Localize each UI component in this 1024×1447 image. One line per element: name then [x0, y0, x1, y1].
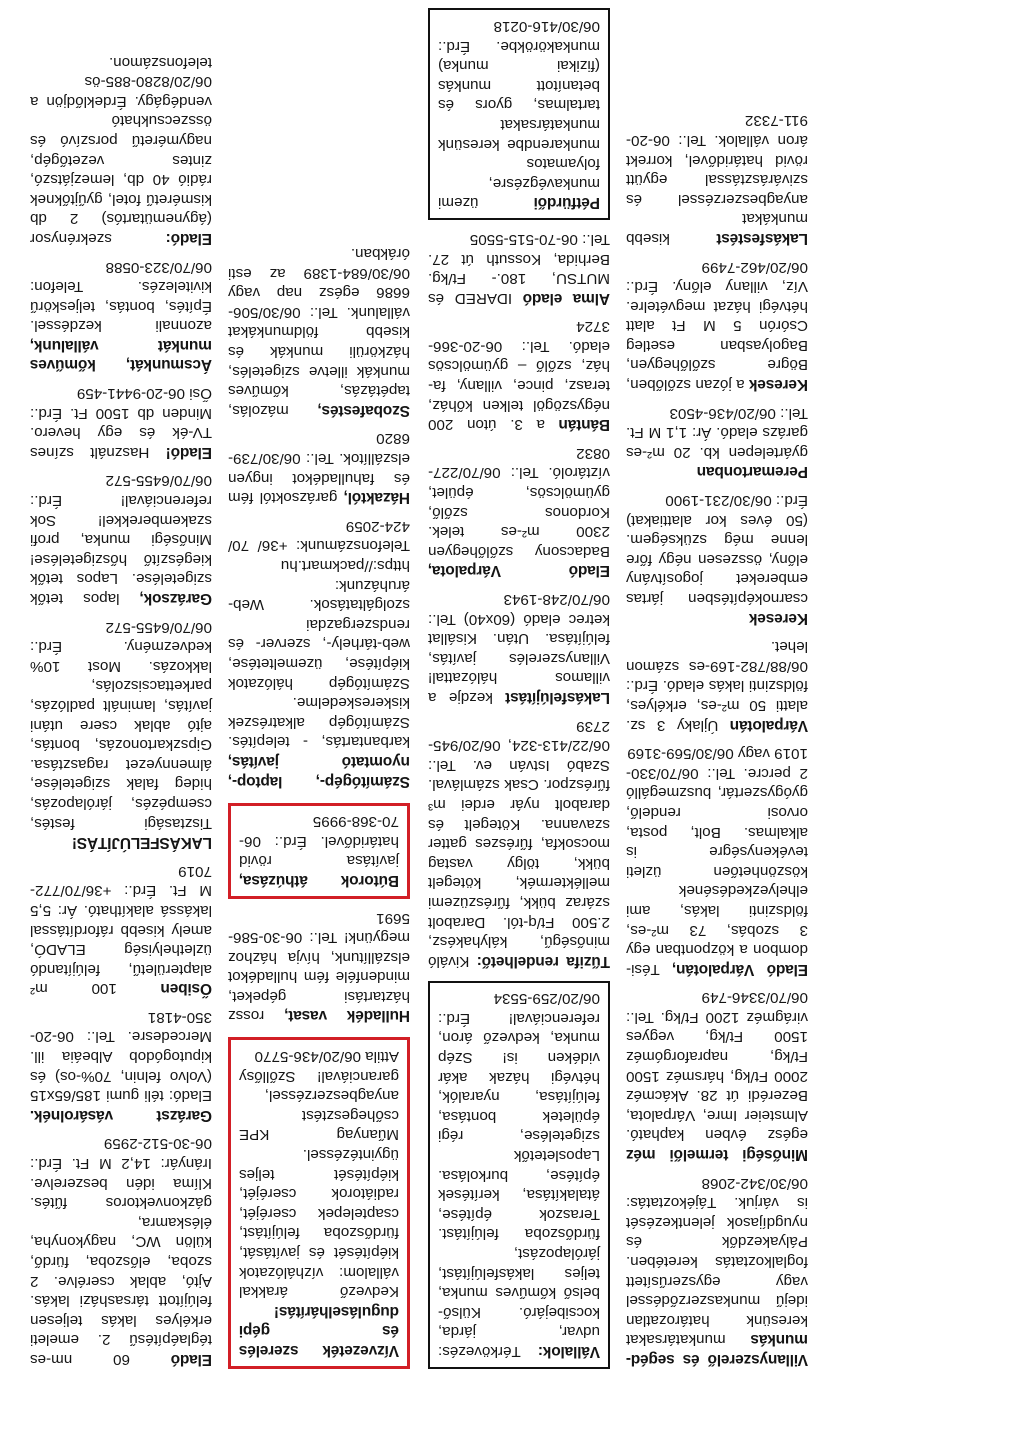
ad-heading: Garázsok, [139, 590, 212, 608]
ad-heading: Ácsmunkát, kőműves munkát vállalunk, [30, 336, 212, 374]
ad-heading: Eladó: [165, 229, 212, 247]
ad-text: Térkövezés: udvar, járda, kocsibejáró. Külső-belső kőműves munka, teljes lakásfelújítást, járólapozást, fürdőszoba felújítást. Teraszok építése, átalakítása, kerítések építése, burkolása. Laposletetők szigetelése, régi épületek bontása, felújítása, nyaralók, hétvégi házak akár vidéken is! Szép munka, kedvező áron, referenciával! Érd.: 06/20/259-5534 [438, 990, 600, 1360]
ad-text: karbantartás, - telepítés. Számítógép alkatrészek kiskereskedelme. Számítógép hálózatok kiépítése, üzemeltetése, web-tárhely-, szerver- és rendszergazdai szolgáltatások. Web-áruházunk: https://packmart.hu Telefonszámunk: +36/ 70/ 424-2059 [228, 517, 410, 751]
ad-text: Badacsony szőlőhegyen 2300 m²-es telek. Kordonos szőlő, gyümölcsös, épület, víztároló. Tel.: 06/70/227-0832 [428, 444, 610, 560]
classified-ad [228, 908, 410, 1026]
ad-text: Újlaky 3 sz. alatti 50 m²-es, erkélyes, földszinti lakás eladó. Érd.: 06/88/782-169-es számon lehet. [626, 638, 808, 734]
framed-ad-box [428, 8, 610, 220]
ad-heading: Vízvezeték szerelés és gépi duguláselhárítás! [239, 1302, 399, 1359]
highlighted-ad-box [228, 803, 410, 899]
ad-heading: Vállalok: [538, 1343, 600, 1360]
ad-text: lapos tetők szigetelése. Lapos tetők kiegészítő hőszigetelése! Minőségi munka, profi szakemberekkel! Sok referenciával! Érd.: 06/70/6455-572 [30, 472, 212, 608]
ad-heading: Ősiben [160, 980, 212, 998]
ad-heading: Házaktól, [343, 489, 410, 507]
ad-heading: Garázst vásárolnék. [30, 1106, 212, 1124]
ad-text: Tisztasági festés, csempézés, járólapozás, hideg falak szigetelése, álmennyezet ragasztása. Gipszkartonozás, bontás, ajtó ablak csere utáni javítás, laminált padlózás, parkettacsiszolás, lakkozás. Most 10% kedvezmény. Érd.: 06/70/6455-572 [30, 618, 212, 832]
classified-ad [30, 257, 212, 375]
classified-ad [626, 988, 808, 1164]
classified-ad [428, 317, 610, 435]
classified-ad [228, 429, 410, 507]
ad-text: rossz háztartási gépeket, mindenféle fém hulladékot elszállítunk, hívja házhoz megyünk! Tel.: 06-30-586-5691 [228, 909, 410, 1025]
ad-text: a 3. úton 200 négyszögöl telken kőház, terasz, pince, villany, fa-ház, szőlő – gyümölcsös eladó. Tel.: 06-20-366-3724 [428, 318, 610, 434]
ad-text: csarnoképítésben jártas embereket jogosítvány előny, összesen négy főre lenne még szükségem. (50 éves kor alattiakat) Érd.: 06/30/231-1900 [626, 492, 808, 608]
ad-text: kezdje a villamos hálózattal! Villanyszerelés javítás, felújítása. Után. Kisállat ketrec eladó (60x40) Tel.: 06/70/248-1943 [428, 591, 610, 706]
classified-ad [626, 257, 808, 394]
ad-text: mázolás, tapétázás, kőműves munkák illetve szigetelés, házkörüli munkák és kisebb földmunkákat vállalunk. Tel.: 06/30/506-6686 egész nap vagy 06/30/684-1389 az esti órákban. [228, 245, 410, 419]
highlighted-ad-box [228, 1038, 410, 1370]
classified-ad [30, 384, 212, 462]
ad-heading: Peremartonban [696, 463, 808, 481]
ad-heading: Alma eladó [522, 289, 610, 307]
ad-heading: Bútorok áthúzása, [239, 871, 399, 889]
ad-heading: Eladó [170, 1351, 212, 1368]
ad-heading: Számítógép-, laptop-, nyomtató javítás, [228, 752, 410, 790]
ad-text: garázsoktól fém és fahulladékot ingyen elszállítok. Tel.: 06/30/739-6820 [228, 430, 410, 507]
classified-ad [438, 16, 600, 212]
classified-column-3 [228, 235, 410, 1369]
classified-ad [626, 490, 808, 627]
ad-text: Használt színes TV-ék és egy hevero. Minden db 1500 Ft. Érd.: Ősi 06-20-9441-459 [30, 385, 212, 461]
ad-heading: Pétfürdői [533, 194, 600, 212]
ad-heading: Várpalotán [729, 716, 808, 734]
ad-heading: Eladó Várpalotán, [672, 960, 808, 978]
ad-heading: Szobafestés, [317, 401, 410, 419]
ad-text: javítása rövid határidővel. Érd.: 06-70-368-9995 [239, 813, 399, 870]
ad-text: üzemi munkavégzésre, folyamatos munkarendbe keresünk munkatársakat tartalmas, gyors és betanított munkás (fizikai munka) munkakörökbe. Érd.: 06/30/416-0218 [438, 18, 600, 212]
ad-text: 100 m² alapterületű, felújítandó üzlethelyiség ELADÓ, amely kisebb ráfordítással lakássá alakítható. Ár: 5,5 M Ft. Érd.: +36/70/772-7019 [30, 862, 212, 998]
ad-heading: Villanyszerelő és segéd-munkás [626, 1331, 808, 1368]
classified-ad [228, 244, 410, 420]
ad-text: Kiváló minőségű, kályhakész, 2.500 Ft/q-tól. Darabolt száraz bükk, fűrészüzemi melléktermék, kötegelt bükk, tölgy vastag mocsokfa, fűrészes gatter szavanna. Kötegelt és darabolt nyár erdei m³ fűrészpor. Csak számlával. Szabó István ev. Tel.: 06/22/413-324, 06/20/945-2739 [428, 717, 610, 970]
ad-heading: LAKÁSFELÚJÍTÁS! [72, 834, 212, 852]
classified-ad [30, 52, 212, 248]
ad-heading: Lakásfestést [716, 229, 808, 247]
classified-ad [428, 716, 610, 971]
ad-heading: Eladó Várpalota, [428, 562, 610, 580]
classified-ad [239, 812, 399, 890]
classified-ad [30, 617, 212, 852]
classified-ad [626, 744, 808, 979]
ad-heading: Keresek [749, 609, 808, 627]
classified-ad [30, 1007, 212, 1125]
ad-heading: Lakásfelújítást [505, 689, 610, 706]
classified-ad [438, 989, 600, 1361]
ad-text: Tési-dombon a központban egy 3 szobás, 73 m²-es, földszinti lakás, ami elhelyezkedésének köszönhetően üzleti tevékenységre is alkalmas. Bolt, posta, orvosi rendelő, gyógyszertár, buszmegálló 2 percre. Tel.: 06/70/330-1019 vagy 06/30/569-3169 [626, 745, 808, 978]
ad-heading: Minőségi termelői méz [626, 1146, 808, 1164]
ad-heading: Keresek [749, 376, 808, 394]
classified-ad [30, 471, 212, 608]
ad-text: kisebb munkákat anyagbeszerzéssel és szivárásztással együtt rövid határidővel, korrekt áron vállalok. Tel.: 06-20-911-7332 [626, 112, 808, 247]
ad-heading: Eladó! [165, 443, 212, 461]
classified-ad [228, 516, 410, 790]
ad-text: Kedvező árakkal vállalom: vízhálózatok kiépítését és javítását, fürdőszoba felújítást, csaptelepek cseréjét, radiátorok cseréjét, kiépítését teljes ügyintézéssel. Műanyag KPE csőhegesztést anyagbeszerzéssel, garanciával! Szőllősy Attila 06/20/436-5770 [239, 1048, 399, 1301]
ad-text: 60 nm-es téglaépítésű 2. emeleti erkélyes lakás teljesen felújított társasházi lakás. Ajtó, ablak cserélve. 2 szoba, előszoba, fürdő, külön WC, nagykonyha, éléskamra, gázkonvektoros fűtés. Klíma idén beszerelve. Irányár: 14,2 M Ft. Érd.: 06-30-512-2959 [30, 1135, 212, 1368]
ad-heading: Hulladék vasat, [284, 1007, 410, 1025]
classified-ad [626, 637, 808, 735]
classified-ad [626, 403, 808, 481]
ad-text: Eladó: téli gumi 185/65x15 (Volvo felnin, 70%-os) és kiputogódob Albeáia ill. Mercedesre. Tel.: 06-20-350-4181 [30, 1008, 212, 1105]
ad-text: azonnali kezdéssel. Építés, bontás, teljeskörű kivitelezés. Telefon: 06/70/323-0588 [30, 258, 212, 335]
framed-ad-box [428, 981, 610, 1369]
classified-ad [30, 861, 212, 998]
ad-text: IDARED és MUTSU, 180.- Ft/kg. Berhida, Kossuth út 27. Tel.: 06-70-515-5505 [428, 230, 610, 307]
ad-text: gyártelepen kb. 20 m²-es garázs eladó. Ár: 1,1 M Ft. Tel.: 06/20/436-4503 [626, 404, 808, 461]
classified-column-4 [30, 43, 212, 1369]
ad-heading: Tűzifa rendelhető: [476, 952, 610, 970]
classified-ad [626, 1173, 808, 1369]
classified-column-2 [428, 0, 610, 1369]
ad-text: a józan szőlőben, Bögre szőlőhegyen, Bagolyasban esetleg Csórón 5 M Ft alatt hétvégi házat megvételre. Víz, villany előny. Érd.: 06/20/462-7499 [626, 258, 808, 394]
classified-ad [30, 1134, 212, 1369]
classified-ad [428, 443, 610, 580]
classified-ad [239, 1047, 399, 1361]
classified-ad [428, 589, 610, 707]
ad-text: egész évben kapható. Almsteier Imre, Várpalota, Bezerédi út 28. Akácméz 2000 Ft/kg, hársméz 1500 Ft/kg, napraforgóméz 1500 Ft/kg, vegyes virágméz 1200 Ft/kg. Tel.: 06/70/3346-749 [626, 989, 808, 1144]
ad-text: szekrénysor (ágynemütartós) 2 db kisméretű fotel, gyűjtőknek rádió 40 db, lemezjátszó, zintes vezetőgép, nagyméretű porszívó és összecsukható vendégágy. Érdeklődjön a 06/20/8280-885-ös telefonszámon. [30, 53, 212, 247]
ad-text: munkatársakat keresünk határozatlan idejű munkaszerződéssel vagy egyszerűsített foglalkoztatás keretében. Pályakezdők és nyugdíjasok jelentkezését is várjuk. Tájékoztatás: 06/30/342-2068 [626, 1174, 808, 1349]
classified-column-1 [626, 102, 808, 1369]
classified-ad [626, 111, 808, 248]
ad-heading: Bántán [558, 416, 610, 434]
classified-ad [428, 229, 610, 307]
